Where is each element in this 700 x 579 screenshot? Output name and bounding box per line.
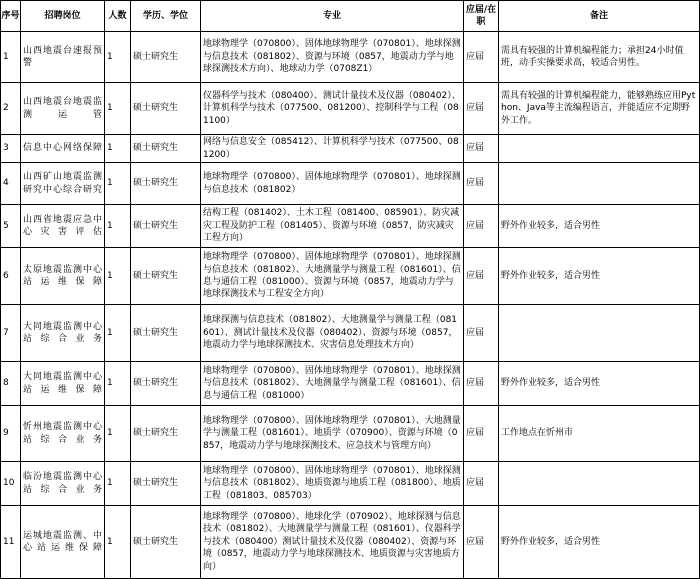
- header-count: 人数: [105, 1, 131, 32]
- cell-no: 8: [1, 362, 21, 406]
- cell-count: 1: [105, 135, 131, 163]
- cell-fresh: 应届: [464, 83, 499, 135]
- cell-post: 临汾地震监测中心站综合业务: [21, 462, 105, 506]
- header-note: 备注: [499, 1, 700, 32]
- cell-count: 1: [105, 305, 131, 362]
- cell-note: 工作地点在忻州市: [499, 406, 700, 462]
- cell-post: 信息中心网络保障: [21, 135, 105, 163]
- table-row: [1, 248, 700, 305]
- cell-no: 11: [1, 506, 21, 579]
- header-row: [1, 1, 700, 32]
- cell-fresh: 应届: [464, 406, 499, 462]
- cell-count: 1: [105, 362, 131, 406]
- cell-note: [499, 163, 700, 205]
- cell-major: 地球探测与信息技术（081802）、大地测量学与测量工程（081601）、测试计量技术及仪器（080402）、资源与环境（0857，地震动力学与地球探测技术、灾害信息处理技术方向）: [201, 305, 464, 362]
- cell-note: [499, 462, 700, 506]
- cell-fresh: 应届: [464, 362, 499, 406]
- cell-edu: 硕士研究生: [131, 462, 201, 506]
- cell-note: 野外作业较多，适合男性: [499, 362, 700, 406]
- cell-fresh: 应届: [464, 205, 499, 248]
- cell-post: 大同地震监测中心站运维保障: [21, 362, 105, 406]
- cell-post: 山西矿山地震监测研究中心综合研究: [21, 163, 105, 205]
- cell-major: 地球物理学（070800）、固体地球物理学（070801）、地球探测与信息技术（081802）、大地测量学与测量工程（081601）、信息与通信工程（081000）、资源与环境（0857，地震动力学与地球探测技术与工程安全方向）: [201, 248, 464, 305]
- cell-major: 地球物理学（070800）、固体地球物理学（070801）、地球探测与信息技术（081802）、大地测量学与测量工程（081601）、信息与通信工程（081000）: [201, 362, 464, 406]
- cell-major: 网络与信息安全（085412）、计算机科学与技术（077500、081200）: [201, 135, 464, 163]
- cell-count: 1: [105, 406, 131, 462]
- cell-major: 结构工程（081402）、土木工程（081400、085901）、防灾减灾工程及防护工程（081405）、资源与环境（0857，防灾减灾工程方向）: [201, 205, 464, 248]
- cell-fresh: 应届: [464, 32, 499, 83]
- header-post: 招聘岗位: [21, 1, 105, 32]
- cell-no: 1: [1, 32, 21, 83]
- cell-major: 仪器科学与技术（080400）、测试计量技术及仪器（080402）、计算机科学与技术（077500、081200）、控制科学与工程（081100）: [201, 83, 464, 135]
- cell-note: [499, 305, 700, 362]
- cell-post: 山西省地震应急中心灾害评估: [21, 205, 105, 248]
- cell-count: 1: [105, 163, 131, 205]
- cell-no: 9: [1, 406, 21, 462]
- cell-post: 大同地震监测中心站综合业务: [21, 305, 105, 362]
- cell-count: 1: [105, 32, 131, 83]
- cell-note: 野外作业较多，适合男性: [499, 506, 700, 579]
- table-row: [1, 406, 700, 462]
- table-row: [1, 163, 700, 205]
- cell-note: 野外作业较多，适合男性: [499, 205, 700, 248]
- cell-major: 地球物理学（070800）、固体地球物理学（070801）、大地测量学与测量工程（081601）、地质学（070900）、资源与环境（0857，地震动力学与地球探测技术、应急技术与管理方向）: [201, 406, 464, 462]
- cell-fresh: 应届: [464, 248, 499, 305]
- header-major: 专业: [201, 1, 464, 32]
- cell-note: [499, 135, 700, 163]
- cell-count: 1: [105, 205, 131, 248]
- cell-edu: 硕士研究生: [131, 163, 201, 205]
- cell-major: 地球物理学（070800）、固体地球物理学（070801）、地球探测与信息技术（081802）: [201, 163, 464, 205]
- cell-count: 1: [105, 462, 131, 506]
- cell-count: 1: [105, 248, 131, 305]
- table-row: [1, 205, 700, 248]
- cell-fresh: 应届: [464, 163, 499, 205]
- cell-post: 太原地震监测中心站运维保障: [21, 248, 105, 305]
- cell-fresh: 应届: [464, 135, 499, 163]
- header-fresh: 应届/在职: [464, 1, 499, 32]
- cell-major: 地球物理学（070800）、固体地球物理学（070801）、地球探测与信息技术（081802）、资源与环境（0857，地震动力学与地球探测技术方向）、地球动力学（0708Z1）: [201, 32, 464, 83]
- cell-count: 1: [105, 83, 131, 135]
- cell-edu: 硕士研究生: [131, 248, 201, 305]
- cell-no: 4: [1, 163, 21, 205]
- cell-no: 2: [1, 83, 21, 135]
- cell-no: 7: [1, 305, 21, 362]
- cell-edu: 硕士研究生: [131, 32, 201, 83]
- cell-no: 10: [1, 462, 21, 506]
- cell-edu: 硕士研究生: [131, 506, 201, 579]
- table-row: [1, 462, 700, 506]
- cell-major: 地球物理学（070800）、地球化学（070902）、地球探测与信息技术（081802）、大地测量学与测量工程（081601）、仪器科学与技术（080400）测试计量技术及仪器（080402）、资源与环境（0857，地震动力学与地球探测技术、地质资源与灾害地质方向）: [201, 506, 464, 579]
- cell-fresh: 应届: [464, 305, 499, 362]
- cell-major: 地球物理学（070800）、固体地球物理学（070801）、地球探测与信息技术（081802）、地质资源与地质工程（081800）、地质工程（081803、085703）: [201, 462, 464, 506]
- header-edu: 学历、学位: [131, 1, 201, 32]
- table-row: [1, 362, 700, 406]
- cell-edu: 硕士研究生: [131, 305, 201, 362]
- table-row: [1, 305, 700, 362]
- cell-post: 运城地震监测、中心站运维保障: [21, 506, 105, 579]
- cell-note: 需具有较强的计算机编程能力；承担24小时值班，动手实操要求高，较适合男性。: [499, 32, 700, 83]
- cell-post: 山西地震台速报预警: [21, 32, 105, 83]
- header-no: 序号: [1, 1, 21, 32]
- cell-no: 5: [1, 205, 21, 248]
- table-row: [1, 83, 700, 135]
- cell-no: 6: [1, 248, 21, 305]
- cell-note: 需具有较强的计算机编程能力，能够熟练应用Python、Java等主流编程语言，并能适应不定期野外工作。: [499, 83, 700, 135]
- cell-edu: 硕士研究生: [131, 83, 201, 135]
- cell-edu: 硕士研究生: [131, 406, 201, 462]
- cell-fresh: 应届: [464, 462, 499, 506]
- cell-post: 山西地震台地震监测运管: [21, 83, 105, 135]
- cell-count: 1: [105, 506, 131, 579]
- cell-edu: 硕士研究生: [131, 135, 201, 163]
- table-row: [1, 506, 700, 579]
- cell-edu: 硕士研究生: [131, 205, 201, 248]
- table-row: [1, 32, 700, 83]
- cell-edu: 硕士研究生: [131, 362, 201, 406]
- cell-note: 野外作业较多，适合男性: [499, 248, 700, 305]
- cell-fresh: 应届: [464, 506, 499, 579]
- cell-post: 忻州地震监测中心站综合业务: [21, 406, 105, 462]
- table-row: [1, 135, 700, 163]
- cell-no: 3: [1, 135, 21, 163]
